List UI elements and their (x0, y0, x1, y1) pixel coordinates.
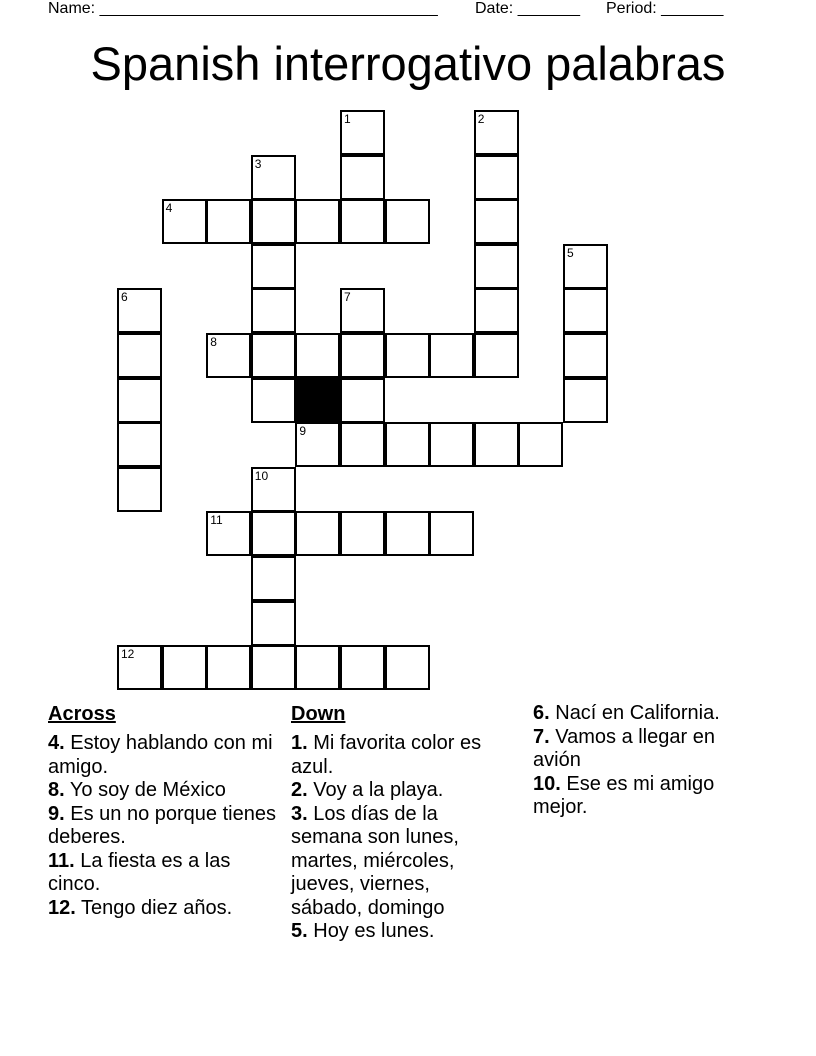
down-heading: Down (291, 703, 346, 725)
clue-item-text: La fiesta es a las cinco. (48, 849, 231, 895)
crossword-cell[interactable] (429, 422, 474, 467)
crossword-cell[interactable] (474, 244, 519, 289)
crossword-cell[interactable] (251, 333, 296, 378)
crossword-cell[interactable] (117, 333, 162, 378)
crossword-cell[interactable] (295, 645, 340, 690)
crossword-cell[interactable] (340, 422, 385, 467)
crossword-cell[interactable] (162, 645, 207, 690)
clue-item-number: 2. (291, 779, 308, 801)
clue-number: 6 (121, 290, 128, 305)
crossword-cell[interactable] (385, 422, 430, 467)
crossword-cell[interactable] (251, 645, 296, 690)
clue-item-number: 9. (48, 802, 65, 825)
clue-item-text: Hoy es lunes. (307, 920, 435, 942)
clue-number: 4 (165, 201, 173, 216)
crossword-cell[interactable] (340, 378, 385, 423)
crossword-cell[interactable] (295, 511, 340, 556)
clue-number: 11 (210, 513, 223, 528)
clue-number: 12 (121, 647, 135, 662)
crossword-black-cell (295, 378, 340, 423)
clue-item-text: Vamos a llegar en avión (533, 725, 715, 771)
clue-item (291, 803, 501, 921)
clue-number: 10 (254, 468, 269, 483)
crossword-cell[interactable] (295, 333, 340, 378)
crossword-cell[interactable] (251, 378, 296, 423)
clue-number: 9 (299, 424, 307, 439)
clue-item (48, 803, 278, 850)
clue-item (533, 773, 763, 820)
crossword-cell[interactable] (429, 333, 474, 378)
crossword-cell[interactable] (340, 288, 385, 333)
crossword-cell[interactable] (474, 199, 519, 244)
crossword-cell[interactable] (474, 155, 519, 200)
crossword-cell[interactable] (385, 645, 430, 690)
clue-item-text: Voy a la playa. (307, 779, 444, 801)
clue-number: 8 (210, 335, 217, 349)
across-heading: Across (48, 703, 116, 725)
crossword-cell[interactable] (117, 288, 162, 333)
crossword-cell[interactable] (251, 288, 296, 333)
clue-item (48, 732, 278, 779)
crossword-cell[interactable] (518, 422, 563, 467)
crossword-cell[interactable] (295, 422, 340, 467)
crossword-cell[interactable] (563, 378, 608, 423)
crossword-cell[interactable] (385, 333, 430, 378)
clue-item (291, 779, 501, 803)
crossword-cell[interactable] (117, 378, 162, 423)
crossword-cell[interactable] (251, 467, 296, 512)
crossword-cell[interactable] (385, 511, 430, 556)
crossword-cell[interactable] (340, 333, 385, 378)
name-field-label: Name: ______________________________________ (48, 0, 438, 17)
crossword-cell[interactable] (295, 199, 340, 244)
clue-item-text: Estoy hablando con mi amigo. (48, 732, 273, 778)
clue-item-number: 6. (533, 702, 550, 724)
clue-item-text: Tengo diez años. (75, 896, 233, 919)
period-field-label: Period: _______ (606, 0, 724, 17)
clue-item (48, 850, 278, 897)
clue-number: 2 (477, 112, 485, 126)
crossword-cell[interactable] (474, 288, 519, 333)
crossword-cell[interactable] (117, 467, 162, 512)
clue-item-number: 4. (48, 732, 65, 754)
crossword-cell[interactable] (340, 155, 385, 200)
crossword-cell[interactable] (474, 422, 519, 467)
crossword-cell[interactable] (251, 601, 296, 646)
crossword-cell[interactable] (206, 199, 251, 244)
clue-item-text: Los días de la semana son lunes, martes, miércoles, jueves, viernes, sábado, domingo (291, 802, 459, 919)
crossword-cell[interactable] (429, 511, 474, 556)
crossword-cell[interactable] (340, 199, 385, 244)
crossword-cell[interactable] (162, 199, 207, 244)
clue-item-number: 3. (291, 802, 308, 825)
date-field-label: Date: _______ (475, 0, 580, 17)
clue-item-text: Yo soy de México (64, 779, 226, 801)
crossword-cell[interactable] (340, 511, 385, 556)
clue-number: 1 (344, 112, 351, 126)
clue-item (291, 920, 501, 944)
down-clues-continued (533, 702, 763, 820)
crossword-cell[interactable] (563, 244, 608, 289)
clue-item (291, 732, 501, 779)
clue-item-number: 7. (533, 725, 550, 748)
clue-item-text: Ese es mi amigo mejor. (533, 772, 715, 818)
clue-item-number: 10. (533, 772, 561, 795)
clue-item (48, 897, 278, 921)
crossword-cell[interactable] (340, 110, 385, 155)
page-title: Spanish interrogativo palabras (90, 37, 726, 90)
crossword-cell[interactable] (251, 556, 296, 601)
clue-item-number: 11. (48, 849, 75, 872)
crossword-cell[interactable] (340, 645, 385, 690)
down-clues (291, 702, 501, 944)
crossword-cell[interactable] (474, 333, 519, 378)
crossword-cell[interactable] (251, 199, 296, 244)
crossword-cell[interactable] (563, 333, 608, 378)
crossword-cell[interactable] (251, 155, 296, 200)
crossword-cell[interactable] (251, 511, 296, 556)
clue-item-text: Es un no porque tienes deberes. (48, 802, 276, 848)
crossword-cell[interactable] (206, 333, 251, 378)
clue-item (533, 726, 763, 773)
clue-item-text: Nací en California. (549, 702, 720, 724)
clue-item (48, 779, 278, 803)
clue-number: 5 (567, 245, 574, 260)
clue-item-text: Mi favorita color es azul. (291, 732, 482, 778)
crossword-cell[interactable] (385, 199, 430, 244)
clue-item-number: 5. (291, 920, 308, 942)
clue-item-number: 12. (48, 896, 76, 919)
clue-item-number: 8. (48, 779, 65, 801)
crossword-cell[interactable] (206, 645, 251, 690)
crossword-cell[interactable] (117, 422, 162, 467)
clue-item (533, 702, 763, 726)
crossword-cell[interactable] (117, 645, 162, 690)
crossword-cell[interactable] (206, 511, 251, 556)
crossword-cell[interactable] (563, 288, 608, 333)
crossword-cell[interactable] (251, 244, 296, 289)
across-clues (48, 702, 278, 920)
clue-number: 7 (344, 290, 351, 305)
crossword-cell[interactable] (474, 110, 519, 155)
clue-item-number: 1. (291, 732, 308, 754)
clue-number: 3 (254, 156, 262, 171)
